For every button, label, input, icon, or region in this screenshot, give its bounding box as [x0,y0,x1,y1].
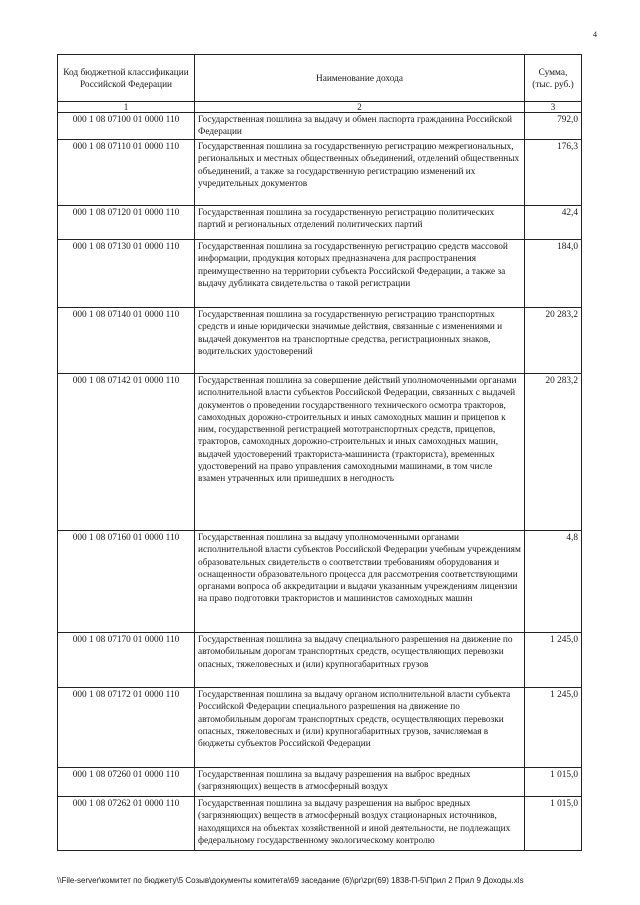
header-code: Код бюджетной классификации Российской Федерации [58,55,195,102]
row-amount: 20 283,2 [525,374,582,531]
row-amount: 1 015,0 [525,768,582,797]
table-row [58,113,582,140]
table-row [58,688,582,768]
row-code: 000 1 08 07160 01 0000 110 [58,531,195,633]
row-amount: 792,0 [525,113,582,140]
column-number: 2 [195,102,525,113]
table-row [58,768,582,797]
row-amount: 20 283,2 [525,308,582,374]
row-name: Государственная пошлина за государственную регистрацию межрегиональных, региональных и местных общественных объединений, отделений общественных объединений, а также за государственную регистрацию изменений их учредительных документов [195,140,525,206]
row-amount: 4,8 [525,531,582,633]
table-header-row [58,55,582,102]
row-name: Государственная пошлина за выдачу разрешения на выброс вредных (загрязняющих) веществ в атмосферный воздух [195,768,525,797]
row-code: 000 1 08 07172 01 0000 110 [58,688,195,768]
row-name: Государственная пошлина за государственную регистрацию средств массовой информации, продукция которых предназначена для распространения преимущественно на территории субъекта Российской Федерации, а также за выдачу дубликата свидетельства о такой регистрации [195,240,525,308]
table-row [58,797,582,851]
column-number: 3 [525,102,582,113]
row-name: Государственная пошлина за выдачу уполномоченными органами исполнительной власти субъектов Российской Федерации учебным учреждениям образовательных свидетельств о соответствии требованиям оборудования и оснащенности образовательного процесса для рассмотрения соответствующими органами вопроса об аккредитации и выдачи указанным учреждениям лицензии на право подготовки трактористов и машинистов самоходных машин [195,531,525,633]
row-name: Государственная пошлина за государственную регистрацию транспортных средств и иные юридически значимые действия, связанные с изменениями и выдачей документов на транспортные средства, регистрационных знаков, водительских удостоверений [195,308,525,374]
table-row [58,206,582,240]
row-amount: 176,3 [525,140,582,206]
header-name: Наименование дохода [195,55,525,102]
file-path-footer: \\File-server\комитет по бюджету\5 Созыв\документы комитета\69 заседание (6)\pr\zpr(69) 1838-П-5\Прил 2 Прил 9 Доходы.xls [57,876,524,885]
column-number-row [58,102,582,113]
row-name: Государственная пошлина за государственную регистрацию политических партий и региональных отделений политических партий [195,206,525,240]
table-row [58,308,582,374]
row-code: 000 1 08 07260 01 0000 110 [58,768,195,797]
column-number: 1 [58,102,195,113]
row-name: Государственная пошлина за выдачу органом исполнительной власти субъекта Российской Федерации специального разрешения на движение по автомобильным дорогам транспортных средств, осуществляющих перевозки опасных, тяжеловесных и (или) крупногабаритных грузов, зачисляемая в бюджеты субъектов Российской Федерации [195,688,525,768]
row-name: Государственная пошлина за выдачу разрешения на выброс вредных (загрязняющих) веществ в атмосферный воздух стационарных источников, находящихся на объектах хозяйственной и иной деятельности, не подлежащих федеральному государственному экологическому контролю [195,797,525,851]
row-amount: 1 015,0 [525,797,582,851]
row-amount: 42,4 [525,206,582,240]
row-code: 000 1 08 07262 01 0000 110 [58,797,195,851]
row-amount: 184,0 [525,240,582,308]
table-row [58,531,582,633]
row-name: Государственная пошлина за совершение действий уполномоченными органами исполнительной власти субъектов Российской Федерации, связанных с выдачей документов о проведении государственного технического осмотра тракторов, самоходных дорожно-строительных и иных самоходных машин и прицепов к ним, государственной регистрацией мототранспортных средств, прицепов, тракторов, самоходных дорожно-строительных и иных самоходных машин, выдачей удостоверений тракториста-машиниста (тракториста), временных удостоверений на право управления самоходными машинами, в том числе взамен утраченных или пришедших в негодность [195,374,525,531]
page-number: 4 [593,30,597,39]
row-code: 000 1 08 07100 01 0000 110 [58,113,195,140]
row-code: 000 1 08 07142 01 0000 110 [58,374,195,531]
header-amount: Сумма, (тыс. руб.) [525,55,582,102]
row-code: 000 1 08 07130 01 0000 110 [58,240,195,308]
table-row [58,374,582,531]
row-amount: 1 245,0 [525,633,582,688]
row-code: 000 1 08 07120 01 0000 110 [58,206,195,240]
table-row [58,140,582,206]
row-code: 000 1 08 07170 01 0000 110 [58,633,195,688]
row-code: 000 1 08 07110 01 0000 110 [58,140,195,206]
row-name: Государственная пошлина за выдачу и обмен паспорта гражданина Российской Федерации [195,113,525,140]
row-name: Государственная пошлина за выдачу специального разрешения на движение по автомобильным дорогам транспортных средств, осуществляющих перевозки опасных, тяжеловесных и (или) крупногабаритных грузов [195,633,525,688]
revenue-table [57,54,582,851]
row-amount: 1 245,0 [525,688,582,768]
table-row [58,240,582,308]
table-row [58,633,582,688]
row-code: 000 1 08 07140 01 0000 110 [58,308,195,374]
